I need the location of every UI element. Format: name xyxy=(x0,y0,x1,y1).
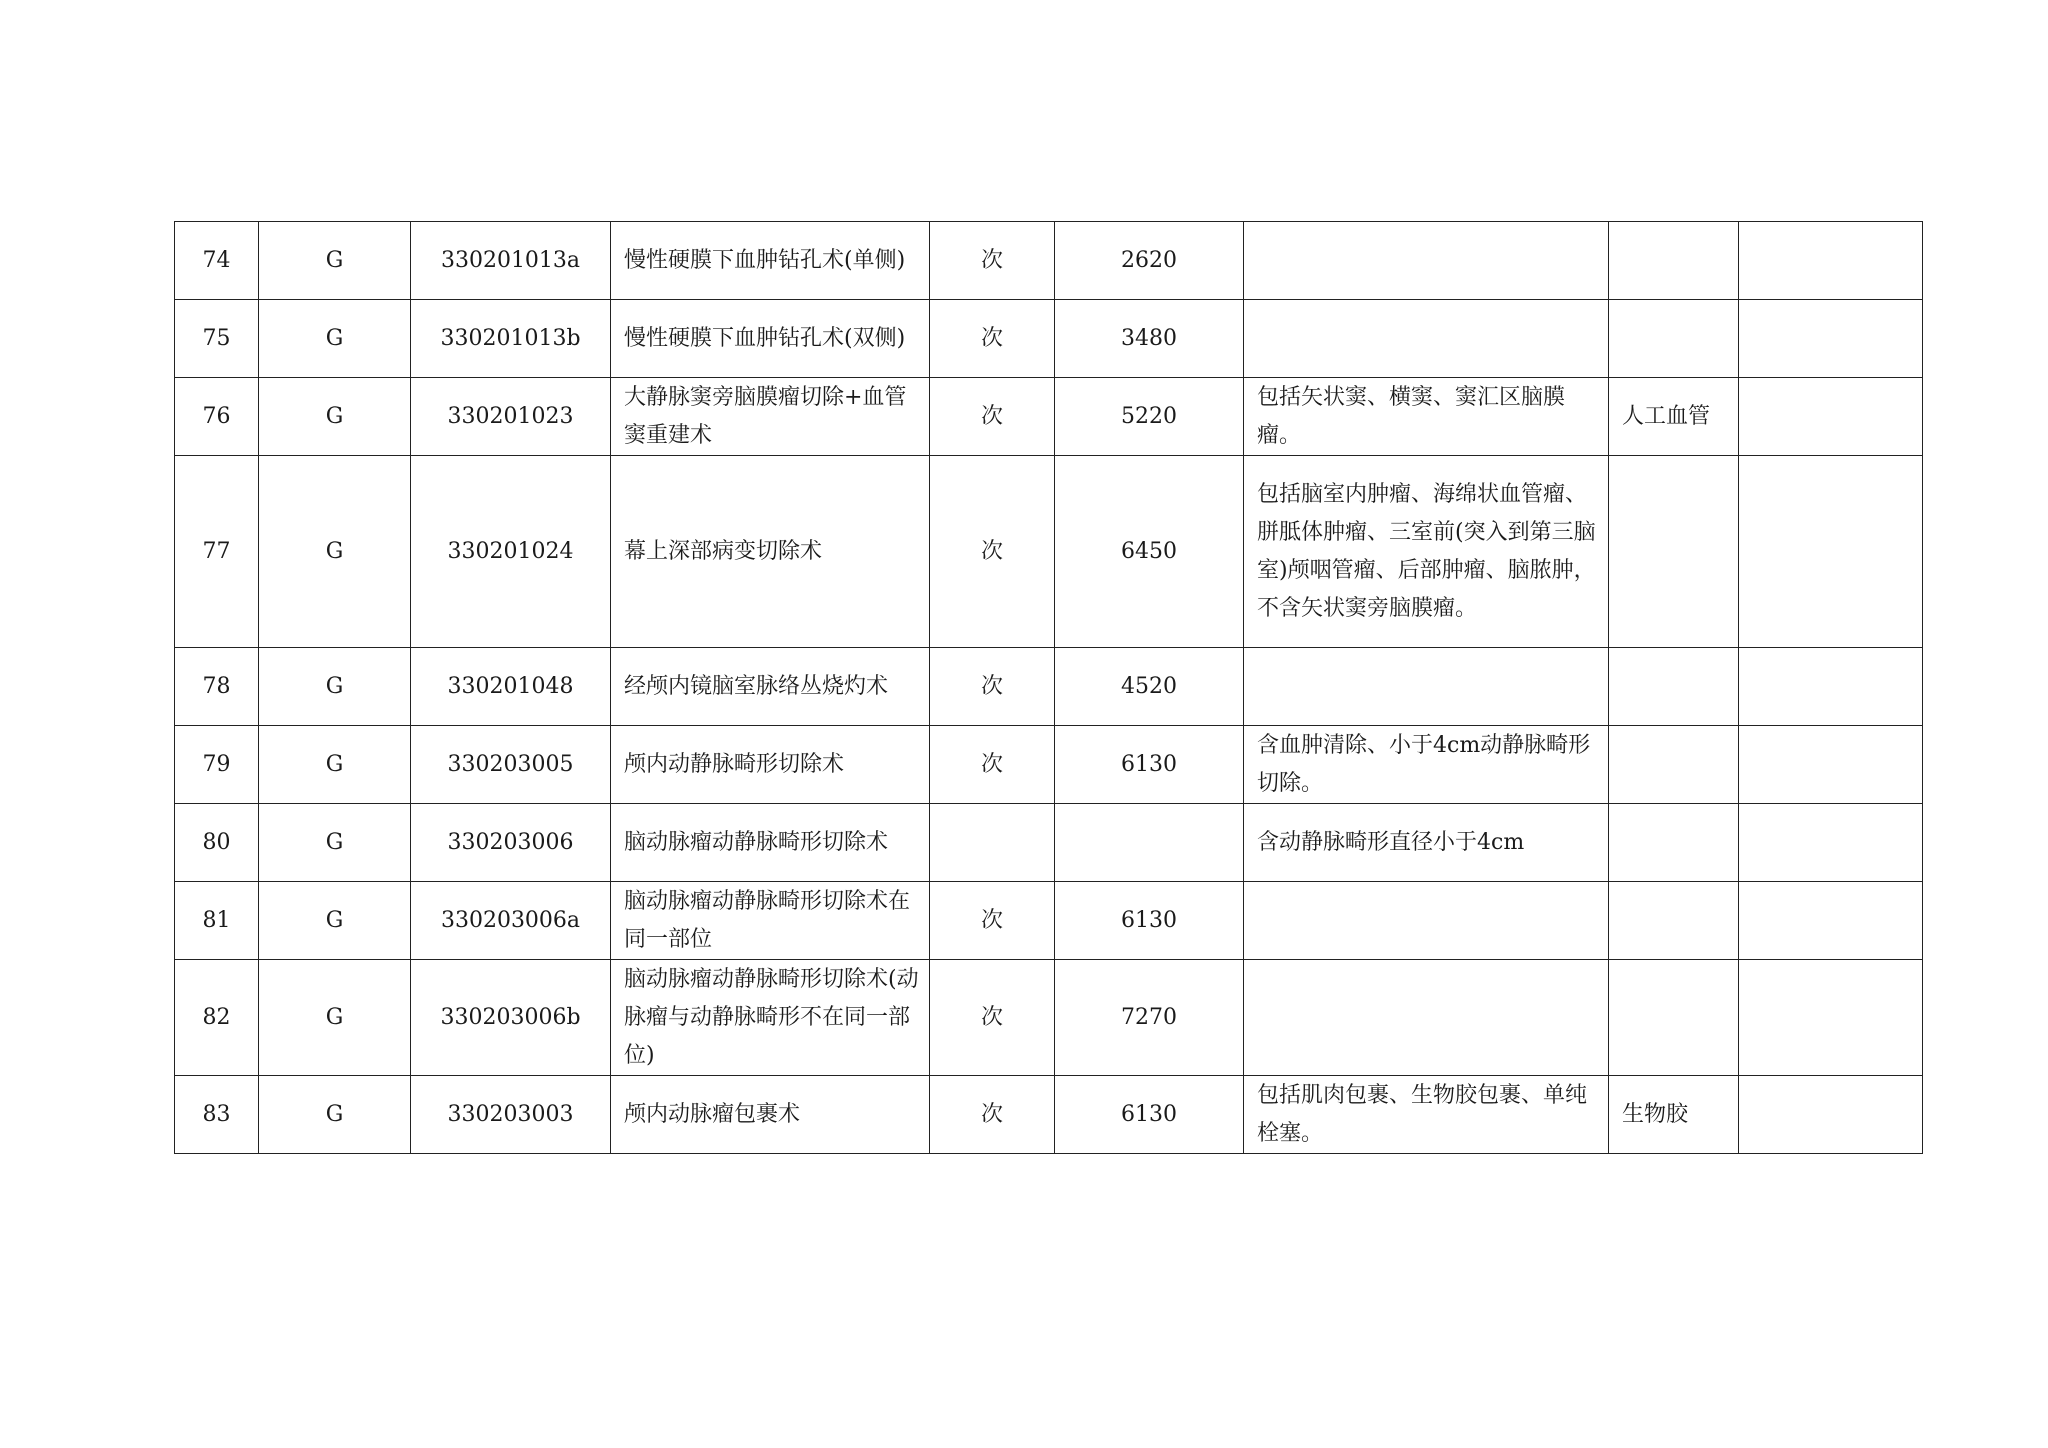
code-cell: 330201023 xyxy=(411,378,611,456)
unit-cell: 次 xyxy=(930,960,1055,1076)
seq-cell: 82 xyxy=(175,960,259,1076)
unit-cell: 次 xyxy=(930,726,1055,804)
table-row xyxy=(175,222,1923,300)
note-cell xyxy=(1739,300,1923,378)
content-cell xyxy=(1244,882,1609,960)
item-name-cell: 大静脉窦旁脑膜瘤切除+血管窦重建术 xyxy=(611,378,930,456)
note-cell xyxy=(1739,726,1923,804)
seq-cell: 76 xyxy=(175,378,259,456)
seq-cell: 78 xyxy=(175,648,259,726)
table-row xyxy=(175,1076,1923,1154)
exclusion-cell xyxy=(1609,648,1739,726)
price-cell: 6130 xyxy=(1055,1076,1244,1154)
unit-cell xyxy=(930,804,1055,882)
price-cell: 6130 xyxy=(1055,882,1244,960)
note-cell xyxy=(1739,378,1923,456)
seq-cell: 79 xyxy=(175,726,259,804)
price-cell: 2620 xyxy=(1055,222,1244,300)
table-row xyxy=(175,378,1923,456)
item-name-cell: 脑动脉瘤动静脉畸形切除术 xyxy=(611,804,930,882)
table-row xyxy=(175,726,1923,804)
unit-cell: 次 xyxy=(930,300,1055,378)
category-cell: G xyxy=(259,648,411,726)
exclusion-cell xyxy=(1609,222,1739,300)
exclusion-cell xyxy=(1609,960,1739,1076)
code-cell: 330203006 xyxy=(411,804,611,882)
exclusion-cell xyxy=(1609,300,1739,378)
price-cell: 4520 xyxy=(1055,648,1244,726)
category-cell: G xyxy=(259,804,411,882)
content-cell: 包括脑室内肿瘤、海绵状血管瘤、胼胝体肿瘤、三室前(突入到第三脑室)颅咽管瘤、后部肿瘤、脑脓肿，不含矢状窦旁脑膜瘤。 xyxy=(1244,456,1609,648)
category-cell: G xyxy=(259,378,411,456)
exclusion-cell xyxy=(1609,456,1739,648)
code-cell: 330203006a xyxy=(411,882,611,960)
note-cell xyxy=(1739,1076,1923,1154)
table-row xyxy=(175,300,1923,378)
unit-cell: 次 xyxy=(930,378,1055,456)
category-cell: G xyxy=(259,300,411,378)
table-row xyxy=(175,648,1923,726)
seq-cell: 75 xyxy=(175,300,259,378)
item-name-cell: 颅内动静脉畸形切除术 xyxy=(611,726,930,804)
price-cell: 3480 xyxy=(1055,300,1244,378)
item-name-cell: 慢性硬膜下血肿钻孔术(单侧) xyxy=(611,222,930,300)
content-cell xyxy=(1244,222,1609,300)
code-cell: 330203006b xyxy=(411,960,611,1076)
price-table xyxy=(174,221,1923,1154)
unit-cell: 次 xyxy=(930,882,1055,960)
table-row xyxy=(175,882,1923,960)
item-name-cell: 经颅内镜脑室脉络丛烧灼术 xyxy=(611,648,930,726)
unit-cell: 次 xyxy=(930,1076,1055,1154)
seq-cell: 80 xyxy=(175,804,259,882)
table-row xyxy=(175,960,1923,1076)
category-cell: G xyxy=(259,882,411,960)
code-cell: 330201048 xyxy=(411,648,611,726)
note-cell xyxy=(1739,456,1923,648)
unit-cell: 次 xyxy=(930,222,1055,300)
table-row xyxy=(175,456,1923,648)
item-name-cell: 幕上深部病变切除术 xyxy=(611,456,930,648)
price-cell: 6130 xyxy=(1055,726,1244,804)
note-cell xyxy=(1739,804,1923,882)
content-cell xyxy=(1244,648,1609,726)
code-cell: 330203005 xyxy=(411,726,611,804)
seq-cell: 83 xyxy=(175,1076,259,1154)
code-cell: 330201024 xyxy=(411,456,611,648)
seq-cell: 81 xyxy=(175,882,259,960)
category-cell: G xyxy=(259,726,411,804)
content-cell: 含血肿清除、小于4cm动静脉畸形切除。 xyxy=(1244,726,1609,804)
note-cell xyxy=(1739,222,1923,300)
category-cell: G xyxy=(259,960,411,1076)
price-cell: 6450 xyxy=(1055,456,1244,648)
content-cell: 含动静脉畸形直径小于4cm xyxy=(1244,804,1609,882)
content-cell xyxy=(1244,300,1609,378)
seq-cell: 74 xyxy=(175,222,259,300)
category-cell: G xyxy=(259,456,411,648)
category-cell: G xyxy=(259,222,411,300)
item-name-cell: 慢性硬膜下血肿钻孔术(双侧) xyxy=(611,300,930,378)
unit-cell: 次 xyxy=(930,456,1055,648)
price-cell xyxy=(1055,804,1244,882)
table-row xyxy=(175,804,1923,882)
note-cell xyxy=(1739,648,1923,726)
seq-cell: 77 xyxy=(175,456,259,648)
item-name-cell: 脑动脉瘤动静脉畸形切除术(动脉瘤与动静脉畸形不在同一部位) xyxy=(611,960,930,1076)
code-cell: 330203003 xyxy=(411,1076,611,1154)
item-name-cell: 颅内动脉瘤包裹术 xyxy=(611,1076,930,1154)
exclusion-cell: 生物胶 xyxy=(1609,1076,1739,1154)
exclusion-cell xyxy=(1609,882,1739,960)
unit-cell: 次 xyxy=(930,648,1055,726)
code-cell: 330201013a xyxy=(411,222,611,300)
price-cell: 7270 xyxy=(1055,960,1244,1076)
table-body xyxy=(175,222,1923,1154)
content-cell: 包括矢状窦、横窦、窦汇区脑膜瘤。 xyxy=(1244,378,1609,456)
exclusion-cell: 人工血管 xyxy=(1609,378,1739,456)
note-cell xyxy=(1739,882,1923,960)
category-cell: G xyxy=(259,1076,411,1154)
exclusion-cell xyxy=(1609,726,1739,804)
note-cell xyxy=(1739,960,1923,1076)
exclusion-cell xyxy=(1609,804,1739,882)
price-cell: 5220 xyxy=(1055,378,1244,456)
content-cell: 包括肌肉包裹、生物胶包裹、单纯栓塞。 xyxy=(1244,1076,1609,1154)
content-cell xyxy=(1244,960,1609,1076)
item-name-cell: 脑动脉瘤动静脉畸形切除术在同一部位 xyxy=(611,882,930,960)
code-cell: 330201013b xyxy=(411,300,611,378)
